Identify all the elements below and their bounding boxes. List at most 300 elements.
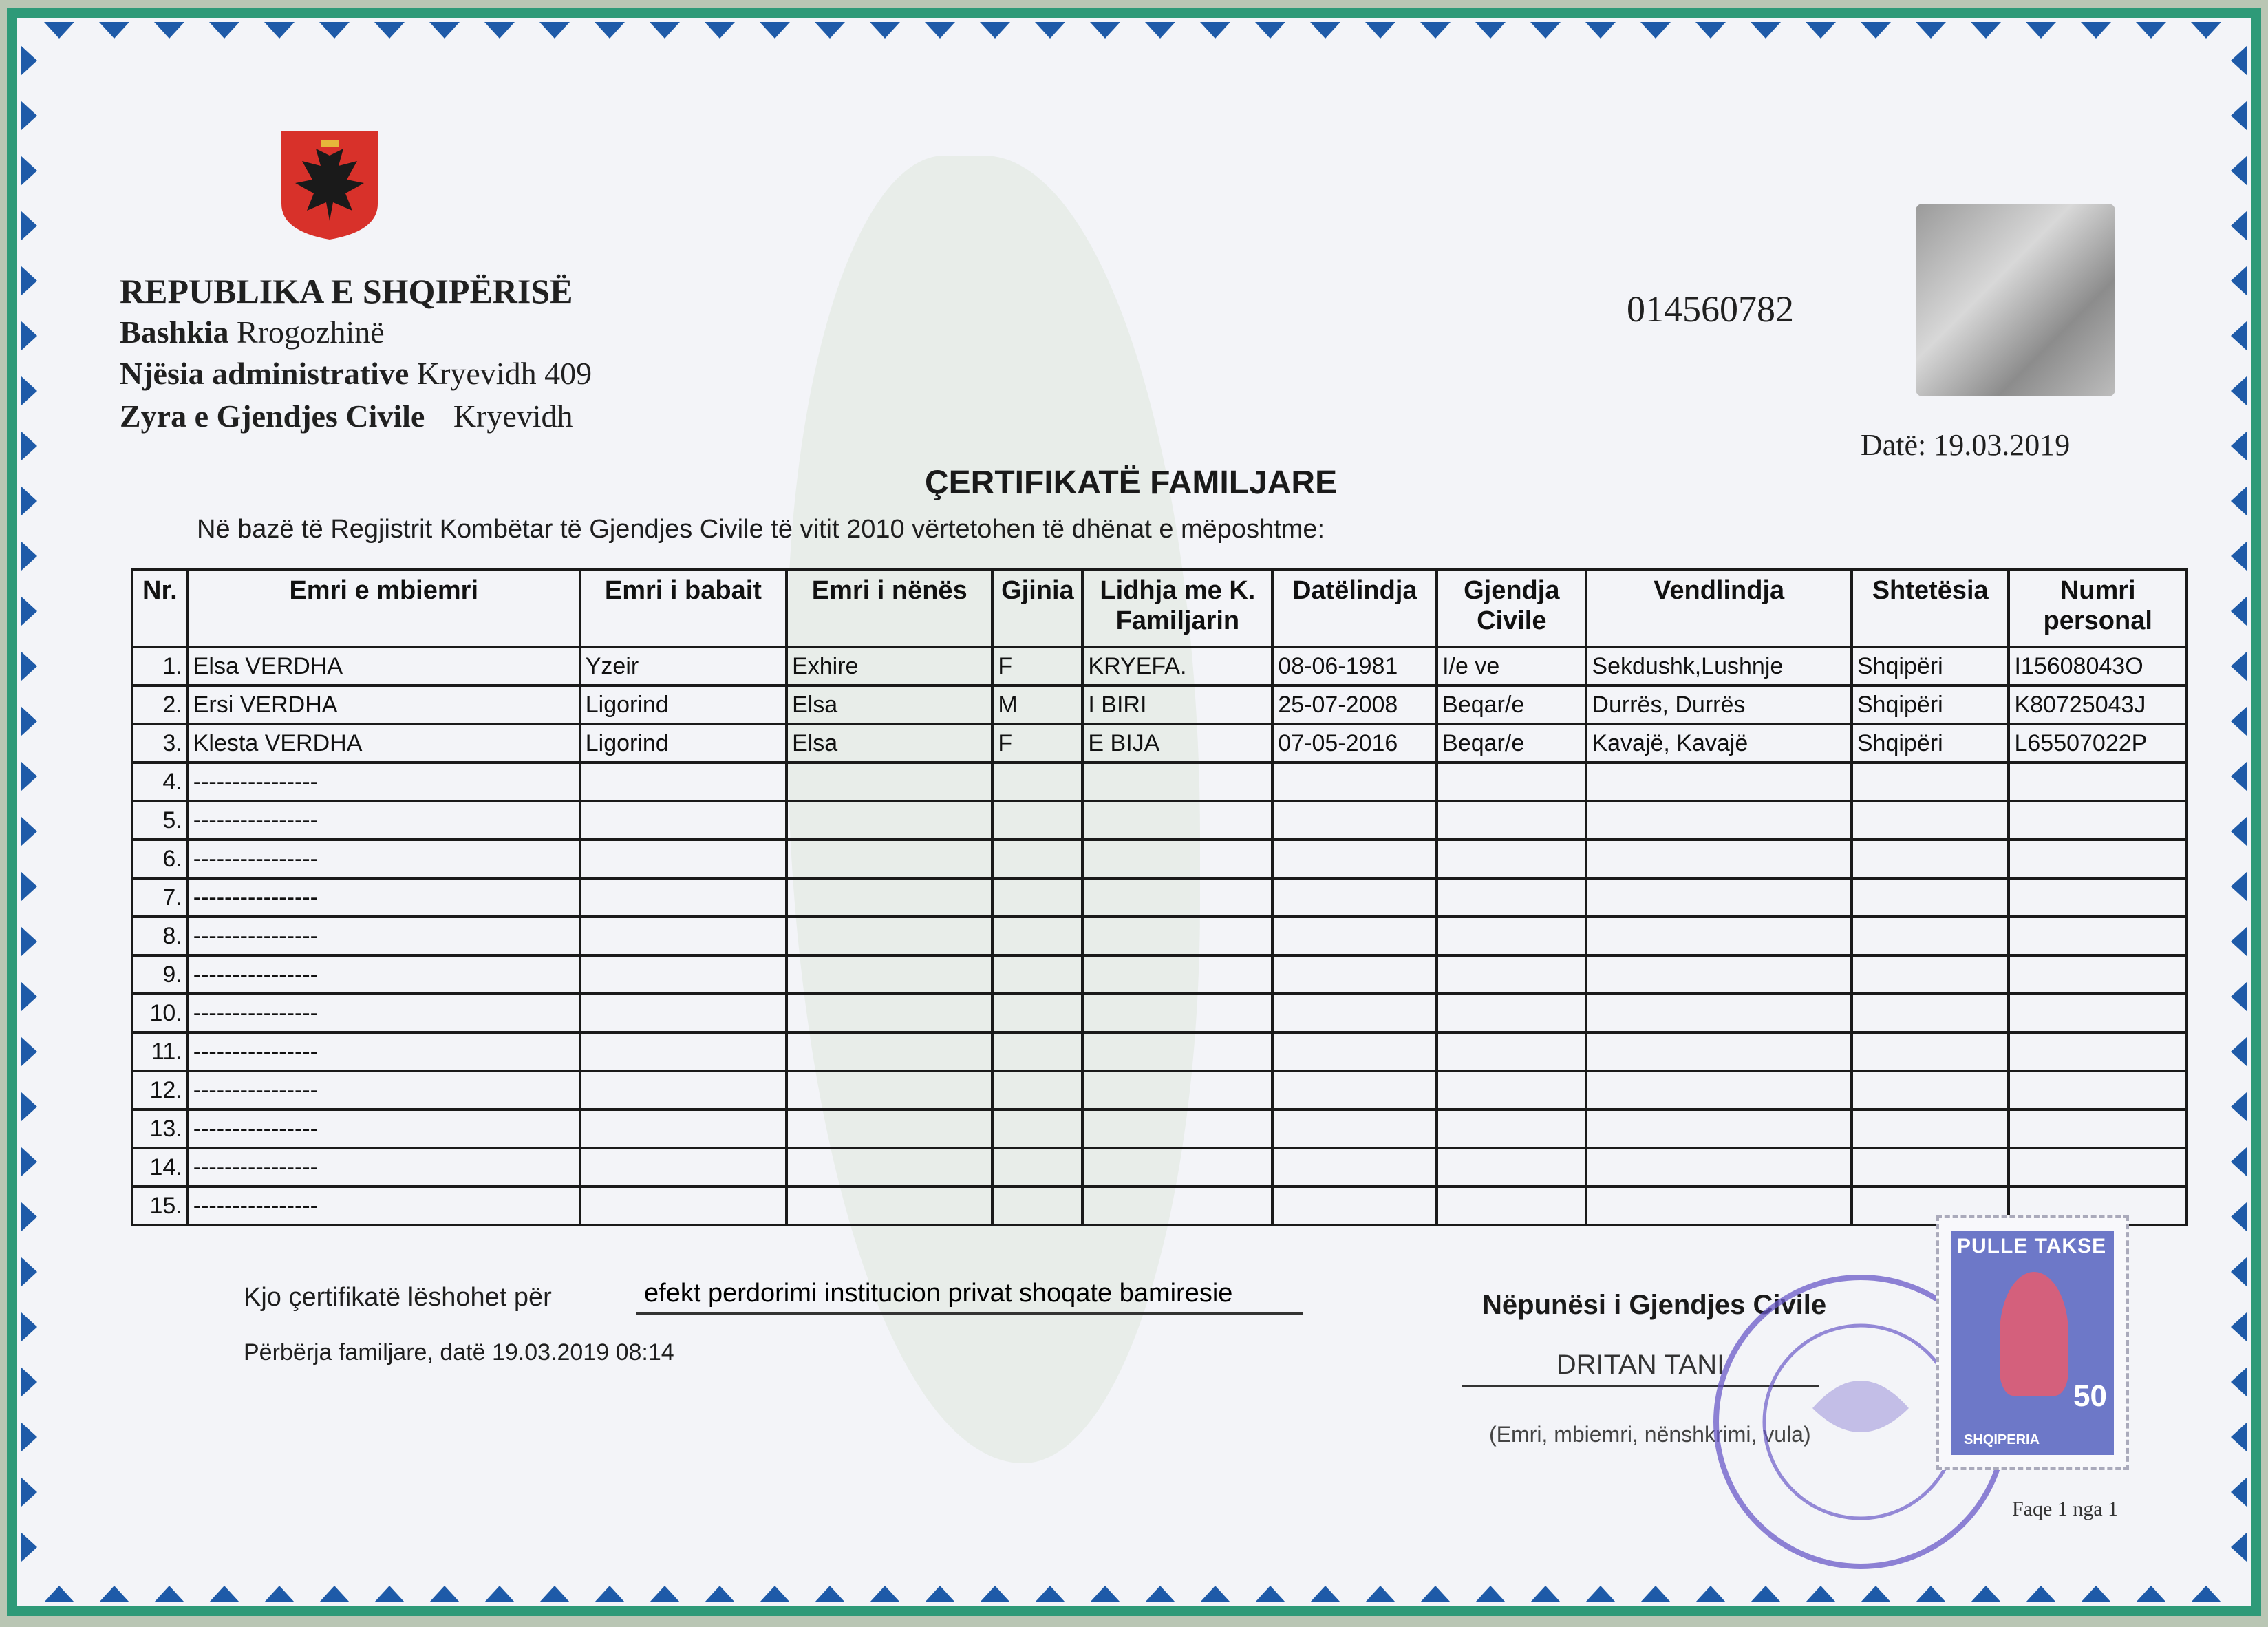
table-cell-birthplace (1586, 1071, 1851, 1109)
column-header: Numri personal (2009, 570, 2187, 647)
border-triangle (374, 22, 405, 39)
border-triangle (484, 1586, 515, 1602)
border-triangle (925, 22, 955, 39)
border-triangle (154, 1586, 184, 1602)
coat-of-arms-icon (278, 128, 381, 242)
table-row (132, 994, 2187, 1032)
table-cell-father (580, 917, 787, 955)
table-cell-gender (992, 763, 1082, 801)
border-triangle (1310, 22, 1340, 39)
office-line (120, 398, 573, 434)
border-triangle (2231, 1367, 2247, 1397)
table-cell-personal-no (2009, 917, 2187, 955)
border-triangle (1640, 22, 1671, 39)
border-triangle (21, 541, 37, 571)
border-triangle (2231, 816, 2247, 847)
border-triangle (21, 321, 37, 351)
column-header: Vendlindja (1586, 570, 1851, 647)
table-cell-relation (1082, 878, 1272, 917)
table-cell-father (580, 994, 787, 1032)
table-cell-personal-no: I15608043O (2009, 647, 2187, 685)
border-triangle (2191, 22, 2221, 39)
table-row (132, 840, 2187, 878)
border-triangle (2231, 45, 2247, 76)
table-cell-mother (787, 917, 992, 955)
tax-stamp-face (1951, 1231, 2114, 1455)
table-cell-relation (1082, 955, 1272, 994)
column-header: Gjendja Civile (1437, 570, 1586, 647)
table-cell-gender (992, 917, 1082, 955)
table-cell-citizenship (1852, 801, 2009, 840)
table-cell-civil (1437, 878, 1586, 917)
table-cell-name: Ersi VERDHA (188, 685, 580, 724)
table-cell-citizenship (1852, 763, 2009, 801)
table-row (132, 955, 2187, 994)
border-triangle (21, 1422, 37, 1452)
border-triangle (44, 22, 74, 39)
table-cell-gender (992, 955, 1082, 994)
table-cell-nr: 5. (132, 801, 188, 840)
table-row (132, 1148, 2187, 1187)
border-triangle (1861, 22, 1891, 39)
table-cell-relation (1082, 840, 1272, 878)
table-cell-gender (992, 1148, 1082, 1187)
table-cell-mother (787, 840, 992, 878)
table-cell-nr: 8. (132, 917, 188, 955)
certificate-sheet (7, 8, 2261, 1616)
table-cell-gender (992, 1187, 1082, 1225)
table-cell-father (580, 801, 787, 840)
border-triangle (980, 22, 1010, 39)
tax-stamp (1936, 1215, 2129, 1470)
municipality-label: Bashkia (120, 315, 229, 350)
border-triangle (2231, 1257, 2247, 1287)
republic-title: REPUBLIKA E SHQIPËRISË (120, 272, 573, 310)
table-cell-name: ---------------- (188, 917, 580, 955)
table-cell-citizenship (1852, 955, 2009, 994)
border-triangle (1916, 22, 1946, 39)
border-triangle (2191, 1586, 2221, 1602)
table-cell-relation (1082, 1109, 1272, 1148)
municipality-line (120, 314, 385, 350)
border-triangle (21, 156, 37, 186)
border-triangle (1585, 22, 1616, 39)
border-triangle (484, 22, 515, 39)
officer-title: Nëpunësi i Gjendjes Civile (1482, 1290, 1827, 1320)
border-triangle (374, 1586, 405, 1602)
border-triangle (539, 22, 570, 39)
tax-stamp-title: PULLE TAKSE (1957, 1235, 2107, 1257)
table-cell-mother (787, 1148, 992, 1187)
border-triangle (21, 100, 37, 131)
table-cell-birthplace (1586, 1187, 1851, 1225)
table-cell-personal-no (2009, 955, 2187, 994)
border-triangle (980, 1586, 1010, 1602)
table-cell-mother: Elsa (787, 685, 992, 724)
table-cell-birth (1272, 840, 1437, 878)
table-cell-nr: 15. (132, 1187, 188, 1225)
border-triangle (2231, 376, 2247, 406)
table-cell-civil (1437, 1109, 1586, 1148)
table-cell-birthplace: Durrës, Durrës (1586, 685, 1851, 724)
table-cell-citizenship: Shqipëri (1852, 685, 2009, 724)
table-cell-citizenship (1852, 840, 2009, 878)
table-cell-name: Elsa VERDHA (188, 647, 580, 685)
border-triangle (1420, 1586, 1451, 1602)
border-triangle (815, 1586, 845, 1602)
table-cell-birthplace: Sekdushk,Lushnje (1586, 647, 1851, 685)
border-triangle (1365, 22, 1395, 39)
table-cell-father (580, 1071, 787, 1109)
table-cell-birthplace (1586, 763, 1851, 801)
border-triangle (2231, 596, 2247, 626)
table-cell-citizenship (1852, 878, 2009, 917)
border-triangle (21, 1147, 37, 1177)
border-triangle (21, 926, 37, 957)
table-cell-gender (992, 840, 1082, 878)
table-cell-gender: F (992, 647, 1082, 685)
table-cell-relation: KRYEFA. (1082, 647, 1272, 685)
table-cell-nr: 7. (132, 878, 188, 917)
border-triangle (2231, 321, 2247, 351)
border-triangle (1530, 22, 1561, 39)
admin-unit-label: Njësia administrative (120, 356, 409, 391)
table-cell-civil (1437, 994, 1586, 1032)
table-cell-civil (1437, 1187, 1586, 1225)
table-cell-civil: Beqar/e (1437, 685, 1586, 724)
table-cell-citizenship (1852, 1109, 2009, 1148)
table-cell-father (580, 955, 787, 994)
table-cell-civil (1437, 1071, 1586, 1109)
table-cell-name: ---------------- (188, 1109, 580, 1148)
family-register-table (131, 568, 2188, 1226)
border-triangle (1916, 1586, 1946, 1602)
table-cell-birth: 25-07-2008 (1272, 685, 1437, 724)
border-triangle (1751, 1586, 1781, 1602)
border-triangle (2231, 1422, 2247, 1452)
border-triangle (1695, 1586, 1726, 1602)
border-triangle (2231, 761, 2247, 791)
border-triangle (2231, 541, 2247, 571)
table-cell-citizenship (1852, 1071, 2009, 1109)
border-triangle (925, 1586, 955, 1602)
border-triangle (1806, 1586, 1836, 1602)
border-triangle (2231, 1147, 2247, 1177)
border-triangle (21, 45, 37, 76)
table-cell-gender (992, 994, 1082, 1032)
border-triangle (21, 1092, 37, 1122)
table-cell-citizenship: Shqipëri (1852, 647, 2009, 685)
border-triangle (2231, 100, 2247, 131)
table-cell-citizenship (1852, 1148, 2009, 1187)
table-cell-gender (992, 1109, 1082, 1148)
table-cell-citizenship (1852, 1032, 2009, 1071)
border-triangle (760, 1586, 790, 1602)
border-triangle (21, 706, 37, 736)
border-triangle (1971, 1586, 2001, 1602)
column-header: Gjinia (992, 570, 1082, 647)
border-triangle (1640, 1586, 1671, 1602)
border-triangle (2231, 1092, 2247, 1122)
table-cell-father (580, 878, 787, 917)
border-triangle (1145, 1586, 1175, 1602)
table-cell-civil (1437, 840, 1586, 878)
table-cell-personal-no (2009, 1148, 2187, 1187)
table-cell-nr: 6. (132, 840, 188, 878)
table-cell-civil (1437, 1148, 1586, 1187)
border-triangle (1861, 1586, 1891, 1602)
table-cell-birthplace (1586, 801, 1851, 840)
border-triangle (2231, 706, 2247, 736)
table-cell-name: Klesta VERDHA (188, 724, 580, 763)
border-triangle (2231, 486, 2247, 516)
admin-unit-line (120, 355, 592, 392)
table-cell-civil (1437, 801, 1586, 840)
table-cell-name: ---------------- (188, 801, 580, 840)
border-triangle (650, 22, 680, 39)
table-cell-birth: 08-06-1981 (1272, 647, 1437, 685)
border-triangle (264, 22, 295, 39)
table-cell-birthplace (1586, 994, 1851, 1032)
officer-name: DRITAN TANI (1462, 1350, 1819, 1387)
border-triangle (539, 1586, 570, 1602)
border-triangle (2231, 926, 2247, 957)
border-triangle (1255, 1586, 1285, 1602)
border-triangle (1310, 1586, 1340, 1602)
table-cell-birthplace (1586, 917, 1851, 955)
border-triangle (154, 22, 184, 39)
border-triangle (2231, 981, 2247, 1012)
table-cell-relation (1082, 1032, 1272, 1071)
border-triangle (21, 431, 37, 461)
officer-caption: (Emri, mbiemri, nënshkrimi, vula) (1489, 1422, 1811, 1447)
border-triangle (99, 22, 129, 39)
table-cell-relation (1082, 801, 1272, 840)
table-cell-gender: F (992, 724, 1082, 763)
table-cell-personal-no: K80725043J (2009, 685, 2187, 724)
border-triangle (1035, 1586, 1065, 1602)
border-triangle (2231, 431, 2247, 461)
table-cell-mother (787, 1187, 992, 1225)
border-triangle (2081, 1586, 2111, 1602)
intro-text: Në bazë të Regjistrit Kombëtar të Gjendjes Civile të vitit 2010 vërtetohen të dhënat e mëposhtme: (197, 515, 1325, 544)
table-cell-personal-no (2009, 878, 2187, 917)
border-triangle (21, 1036, 37, 1067)
table-row (132, 763, 2187, 801)
table-cell-father: Ligorind (580, 685, 787, 724)
tax-stamp-value: 50 (2073, 1379, 2107, 1413)
table-cell-name: ---------------- (188, 994, 580, 1032)
document-title: ÇERTIFIKATË FAMILJARE (925, 465, 1338, 501)
table-cell-gender (992, 1032, 1082, 1071)
border-triangle (1145, 22, 1175, 39)
table-row (132, 647, 2187, 685)
table-cell-birthplace (1586, 1032, 1851, 1071)
border-triangle (21, 376, 37, 406)
table-cell-relation: E BIJA (1082, 724, 1272, 763)
table-header-row (132, 570, 2187, 647)
border-triangle (1090, 1586, 1120, 1602)
table-cell-nr: 2. (132, 685, 188, 724)
table-cell-father (580, 763, 787, 801)
table-row (132, 878, 2187, 917)
border-triangle (2231, 871, 2247, 902)
table-cell-nr: 10. (132, 994, 188, 1032)
border-triangle (21, 761, 37, 791)
table-cell-mother (787, 994, 992, 1032)
border-triangle (1200, 1586, 1230, 1602)
table-cell-name: ---------------- (188, 840, 580, 878)
table-cell-gender (992, 1071, 1082, 1109)
table-cell-nr: 13. (132, 1109, 188, 1148)
table-cell-birth (1272, 1032, 1437, 1071)
municipality-value: Rrogozhinë (237, 315, 385, 350)
border-triangle (705, 1586, 735, 1602)
border-triangle (705, 22, 735, 39)
border-triangle (595, 1586, 625, 1602)
border-triangle (21, 1367, 37, 1397)
table-cell-birth (1272, 1071, 1437, 1109)
table-cell-civil (1437, 1032, 1586, 1071)
issue-date: Datë: 19.03.2019 (1861, 428, 2071, 462)
border-triangle (1971, 22, 2001, 39)
border-triangle (1475, 22, 1506, 39)
table-cell-father: Ligorind (580, 724, 787, 763)
table-cell-gender (992, 878, 1082, 917)
border-triangle (21, 486, 37, 516)
border-triangle (21, 871, 37, 902)
border-triangle (21, 651, 37, 681)
border-triangle (21, 1477, 37, 1507)
border-triangle (21, 981, 37, 1012)
border-triangle (209, 1586, 239, 1602)
table-cell-personal-no (2009, 801, 2187, 840)
issued-for-value: efekt perdorimi institucion privat shoqate bamiresie (636, 1279, 1303, 1315)
hologram-seal (1916, 204, 2115, 396)
table-row (132, 1187, 2187, 1225)
table-body (132, 647, 2187, 1225)
table-cell-birth (1272, 1187, 1437, 1225)
table-row (132, 724, 2187, 763)
table-cell-father (580, 1148, 787, 1187)
table-row (132, 685, 2187, 724)
border-triangle (2231, 266, 2247, 296)
table-cell-personal-no (2009, 1032, 2187, 1071)
border-triangle (1695, 22, 1726, 39)
column-header: Lidhja me K. Familjarin (1082, 570, 1272, 647)
table-cell-mother: Exhire (787, 647, 992, 685)
border-triangle (2026, 1586, 2056, 1602)
border-triangle (650, 1586, 680, 1602)
border-triangle (1530, 1586, 1561, 1602)
table-cell-mother (787, 1071, 992, 1109)
table-cell-father (580, 1187, 787, 1225)
serial-number: 014560782 (1627, 288, 1794, 330)
table-cell-citizenship: Shqipëri (1852, 724, 2009, 763)
table-cell-birth (1272, 801, 1437, 840)
table-cell-civil: Beqar/e (1437, 724, 1586, 763)
tax-stamp-country: SHQIPERIA (1964, 1432, 2040, 1447)
border-triangle (2231, 1532, 2247, 1562)
table-cell-name: ---------------- (188, 955, 580, 994)
border-triangle (21, 816, 37, 847)
table-cell-birth (1272, 878, 1437, 917)
table-cell-nr: 12. (132, 1071, 188, 1109)
border-triangle (21, 211, 37, 241)
table-row (132, 1071, 2187, 1109)
table-cell-mother (787, 1032, 992, 1071)
border-triangle (760, 22, 790, 39)
border-triangle (1090, 22, 1120, 39)
border-triangle (2231, 211, 2247, 241)
table-cell-relation (1082, 917, 1272, 955)
border-triangle (319, 22, 350, 39)
admin-unit-value: Kryevidh 409 (416, 356, 592, 391)
column-header: Emri i nënës (787, 570, 992, 647)
table-cell-civil (1437, 917, 1586, 955)
table-cell-mother: Elsa (787, 724, 992, 763)
table-cell-name: ---------------- (188, 1187, 580, 1225)
table-cell-birthplace (1586, 840, 1851, 878)
table-cell-father: Yzeir (580, 647, 787, 685)
table-cell-name: ---------------- (188, 1148, 580, 1187)
table-cell-citizenship (1852, 994, 2009, 1032)
border-triangle (264, 1586, 295, 1602)
table-cell-name: ---------------- (188, 1032, 580, 1071)
table-cell-nr: 4. (132, 763, 188, 801)
table-cell-birth (1272, 1109, 1437, 1148)
composition-date: Përbërja familjare, datë 19.03.2019 08:14 (244, 1339, 674, 1365)
border-triangle (99, 1586, 129, 1602)
border-triangle (319, 1586, 350, 1602)
table-cell-gender: M (992, 685, 1082, 724)
table-cell-name: ---------------- (188, 878, 580, 917)
border-triangle (870, 22, 900, 39)
table-cell-birthplace (1586, 1109, 1851, 1148)
table-cell-personal-no (2009, 1071, 2187, 1109)
table-cell-civil: I/e ve (1437, 647, 1586, 685)
table-cell-mother (787, 801, 992, 840)
table-row (132, 1032, 2187, 1071)
border-triangle (429, 22, 460, 39)
border-triangle (44, 1586, 74, 1602)
table-cell-civil (1437, 955, 1586, 994)
table-cell-relation (1082, 763, 1272, 801)
border-triangle (870, 1586, 900, 1602)
border-triangle (2231, 156, 2247, 186)
table-cell-birth (1272, 917, 1437, 955)
border-triangle (815, 22, 845, 39)
border-triangle (2026, 22, 2056, 39)
border-triangle (1200, 22, 1230, 39)
table-cell-birth (1272, 955, 1437, 994)
table-cell-father (580, 1032, 787, 1071)
border-triangle (209, 22, 239, 39)
table-cell-birthplace (1586, 1148, 1851, 1187)
border-triangle (21, 1202, 37, 1232)
border-triangle (21, 1312, 37, 1342)
table-cell-relation (1082, 1187, 1272, 1225)
table-row (132, 801, 2187, 840)
border-triangle (21, 1532, 37, 1562)
column-header: Datëlindja (1272, 570, 1437, 647)
portrait-icon (2000, 1272, 2068, 1396)
border-triangle (21, 596, 37, 626)
border-triangle (429, 1586, 460, 1602)
office-label: Zyra e Gjendjes Civile (120, 398, 425, 434)
table-row (132, 917, 2187, 955)
table-cell-name: ---------------- (188, 763, 580, 801)
